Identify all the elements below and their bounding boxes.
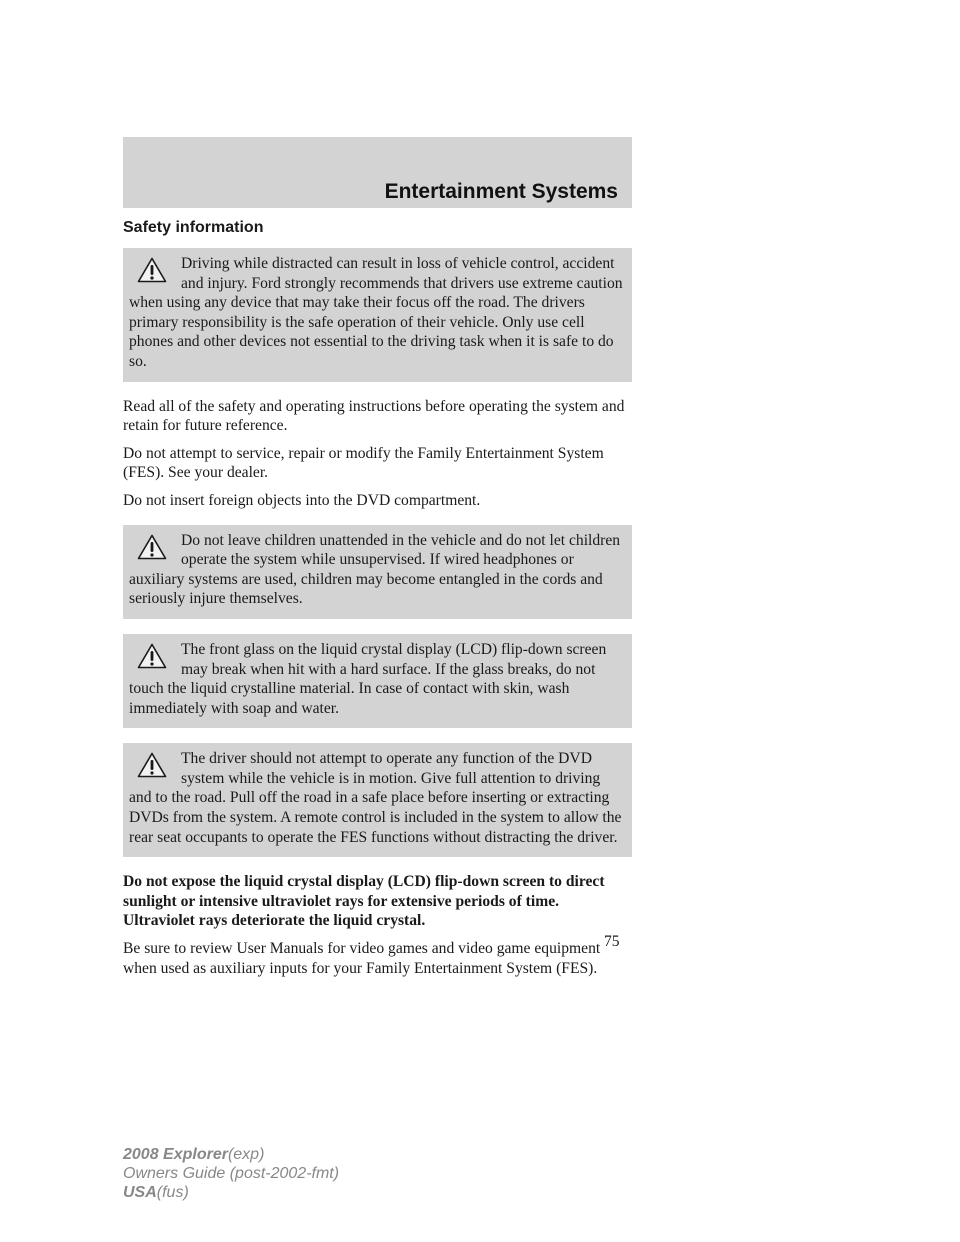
- warning-triangle-icon: [137, 534, 167, 560]
- warning-text: The driver should not attempt to operate any function of the DVD system while the vehicle is in motion. Give full attention to driving and to the road. Pull off the road in a safe place before inserting or extracting DVDs from the system. A remote control is included in the system to allow the rear seat occupants to operate the FES functions without distracting the driver.: [129, 750, 622, 846]
- bold-paragraph: Do not expose the liquid crystal display (LCD) flip-down screen to direct sunlight or intensive ultraviolet rays for extensive periods of time. Ultraviolet rays deteriorate the liquid crystal.: [123, 873, 605, 930]
- warning-triangle-icon: [137, 643, 167, 669]
- page-content: [123, 248, 632, 986]
- warning-triangle-icon: [137, 752, 167, 778]
- warning-box: [123, 525, 632, 619]
- section-heading: Safety information: [123, 219, 264, 236]
- warning-text: Driving while distracted can result in loss of vehicle control, accident and injury. Ford strongly recommends that drivers use extreme caution when using any device that may take their focus off the road. The drivers primary responsibility is the safe operation of their vehicle. Only use cell phones and other devices not essential to the driving task when it is safe to do so.: [129, 255, 623, 370]
- warning-box: [123, 248, 632, 382]
- warning-box: [123, 743, 632, 857]
- page-number: 75: [604, 933, 620, 950]
- footer-model: 2008 Explorer: [123, 1146, 228, 1163]
- document-footer: [123, 1145, 339, 1202]
- paragraph: Do not attempt to service, repair or modify the Family Entertainment System (FES). See your dealer.: [123, 444, 604, 482]
- page-header-title: Entertainment Systems: [384, 180, 618, 203]
- footer-line: Owners Guide (post-2002-fmt): [123, 1165, 340, 1182]
- header-band: [123, 137, 632, 208]
- paragraph: Read all of the safety and operating instructions before operating the system and retain for future reference.: [123, 397, 625, 435]
- footer-market-code: (fus): [156, 1184, 189, 1201]
- footer-model-code: (exp): [227, 1146, 265, 1163]
- warning-box: [123, 634, 632, 728]
- warning-triangle-icon: [137, 257, 167, 283]
- footer-line: [123, 1183, 339, 1202]
- warning-text: The front glass on the liquid crystal display (LCD) flip-down screen may break when hit with a hard surface. If the glass breaks, do not touch the liquid crystalline material. In case of contact with skin, wash immediately with soap and water.: [129, 640, 607, 717]
- footer-market: USA: [123, 1184, 157, 1201]
- paragraph: Be sure to review User Manuals for video games and video game equipment when used as auxiliary inputs for your Family Entertainment System (FES).: [123, 940, 601, 977]
- warning-text: Do not leave children unattended in the vehicle and do not let children operate the system while unsupervised. If wired headphones or auxiliary systems are used, children may become entangled in the cords and seriously injure themselves.: [129, 531, 621, 608]
- footer-line: [123, 1145, 339, 1164]
- paragraph: Do not insert foreign objects into the DVD compartment.: [123, 491, 481, 509]
